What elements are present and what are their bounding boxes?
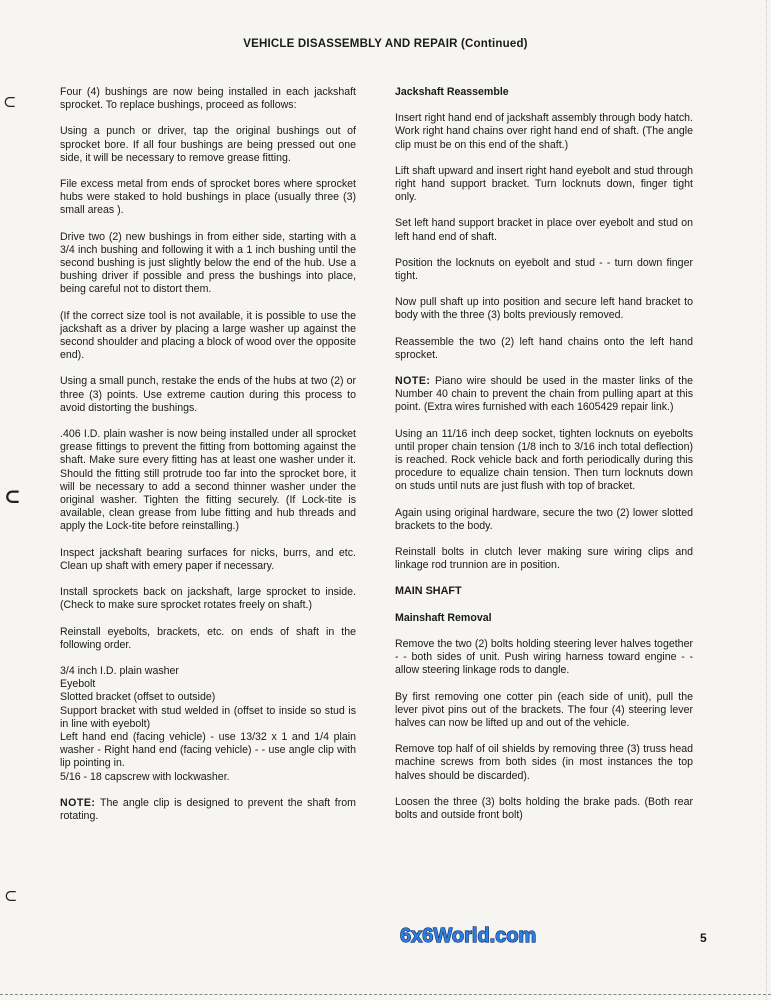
list-item: Eyebolt (60, 678, 96, 691)
binding-hole-mark-icon: ⊂ (3, 92, 17, 111)
paragraph: Using an 11/16 inch deep socket, tighten locknuts on eyebolts until proper chain tension (1/8 inch to 3/16 inch total deflection) is reached. Rock vehicle back and forth periodically during this procedure to equalize chain tension. Then turn locknuts down on studs until nuts are just flush with top of bracket. (395, 427, 693, 493)
note (60, 797, 356, 823)
paragraph: .406 I.D. plain washer is now being installed under all sprocket grease fittings to prevent the fitting from bottoming against the shaft. Make sure every fitting has at least one washer under it. Should the fitting still protrude too far into the sprocket bore, it will be necessary to add a second thinner washer under the original washer. Tighten the fitting securely. (If Lock-tite is available, clean grease from lube fitting and hub threads and apply the Lock-tite before reinstalling.) (60, 428, 356, 533)
list-item: Support bracket with stud welded in (offset to inside so stud is in line with eyebolt) (60, 704, 356, 730)
paragraph: Inspect jackshaft bearing surfaces for nicks, burrs, and etc. Clean up shaft with emery paper if necessary. (60, 546, 356, 572)
watermark-logo (400, 924, 568, 946)
scan-edge-divider (0, 994, 771, 995)
note-label: NOTE: (60, 796, 96, 809)
right-column (395, 86, 693, 835)
list-item: Left hand end (facing vehicle) - use 13/32 x 1 and 1/4 plain washer - Right hand end (facing vehicle) - - use angle clip with lip pointing in. (60, 730, 356, 770)
page-title: VEHICLE DISASSEMBLY AND REPAIR (Continued) (243, 38, 528, 50)
left-column (60, 86, 356, 836)
paragraph: Drive two (2) new bushings in from either side, starting with a 3/4 inch bushing and following it with a 1 inch bushing until the second bushing is just slightly below the end of the hub. Use a bushing driver if possible and press the bushings into place, being careful not to distort them. (60, 230, 356, 296)
paragraph: Four (4) bushings are now being installed in each jackshaft sprocket. To replace bushings, proceed as follows: (60, 86, 356, 112)
paragraph: Set left hand support bracket in place over eyebolt and stud on left hand end of shaft. (395, 217, 693, 243)
list-item: Slotted bracket (offset to outside) (60, 691, 216, 704)
parts-order-list (60, 665, 356, 784)
paragraph: Remove the two (2) bolts holding steering lever halves together - - both sides of unit. Push wiring harness toward engine - - allow steering linkage rods to dangle. (395, 637, 693, 677)
paragraph: (If the correct size tool is not available, it is possible to use the jackshaft as a driver by placing a large washer up against the second shoulder and placing a block of wood over the opposite end). (60, 309, 356, 362)
note-label: NOTE: (395, 375, 431, 388)
section-heading: Mainshaft Removal (395, 611, 492, 624)
paragraph: Reassemble the two (2) left hand chains onto the left hand sprocket. (395, 335, 693, 361)
section-heading: Jackshaft Reassemble (395, 86, 509, 98)
paragraph: Position the locknuts on eyebolt and stud - - turn down finger tight. (395, 256, 693, 283)
paragraph: File excess metal from ends of sprocket bores where sprocket hubs were staked to hold bushings in place (usually three (3) small areas ). (60, 178, 356, 217)
paragraph: Using a punch or driver, tap the original bushings out of sprocket bore. If all four bushings are being pressed out one side, it will be necessary to remove grease fitting. (60, 125, 356, 164)
binding-hole-mark-icon: ⊂ (4, 886, 18, 905)
note-text: The angle clip is designed to prevent the shaft from rotating. (60, 796, 356, 822)
list-item: 5/16 - 18 capscrew with lockwasher. (60, 770, 230, 783)
paragraph: Again using original hardware, secure the two (2) lower slotted brackets to the body. (395, 506, 693, 532)
paragraph: Lift shaft upward and insert right hand eyebolt and stud through right hand support bracket. Turn locknuts down, finger tight only. (395, 164, 693, 204)
paragraph: Reinstall bolts in clutch lever making sure wiring clips and linkage rod trunnion are in position. (395, 546, 693, 572)
paragraph: By first removing one cotter pin (each side of unit), pull the lever pivot pins out of the brackets. The four (4) steering lever halves can now be lifted up and out of the vehicle. (395, 690, 693, 729)
note (395, 375, 693, 415)
page-edge (766, 0, 767, 1000)
watermark-text: 6x6World.com (400, 925, 537, 946)
paragraph: Remove top half of oil shields by removing three (3) truss head machine screws from both sides (in most instances the top halves should be discarded). (395, 743, 693, 782)
paragraph: Reinstall eyebolts, brackets, etc. on ends of shaft in the following order. (60, 625, 356, 651)
list-item: 3/4 inch I.D. plain washer (60, 664, 179, 677)
paragraph: Loosen the three (3) bolts holding the brake pads. (Both rear bolts and outside front bolt) (395, 795, 693, 821)
page-number: 5 (700, 931, 707, 945)
binding-hole-mark-icon: ⊂ (4, 484, 21, 508)
main-section-title: MAIN SHAFT (395, 585, 462, 598)
paragraph: Using a small punch, restake the ends of the hubs at two (2) or three (3) points. Use extreme caution during this process to avoid distorting the bushings. (60, 375, 356, 414)
note-text: Piano wire should be used in the master links of the Number 40 chain to prevent the chain from pulling apart at this point. (Extra wires furnished with each 1605429 repair link.) (395, 375, 693, 414)
paragraph: Now pull shaft up into position and secure left hand bracket to body with the three (3) bolts previously removed. (395, 296, 693, 322)
paragraph: Insert right hand end of jackshaft assembly through body hatch. Work right hand chains over right hand end of shaft. (The angle clip must be on this end of the shaft.) (395, 112, 693, 151)
paragraph: Install sprockets back on jackshaft, large sprocket to inside. (Check to make sure sprocket rotates freely on shaft.) (60, 586, 356, 612)
